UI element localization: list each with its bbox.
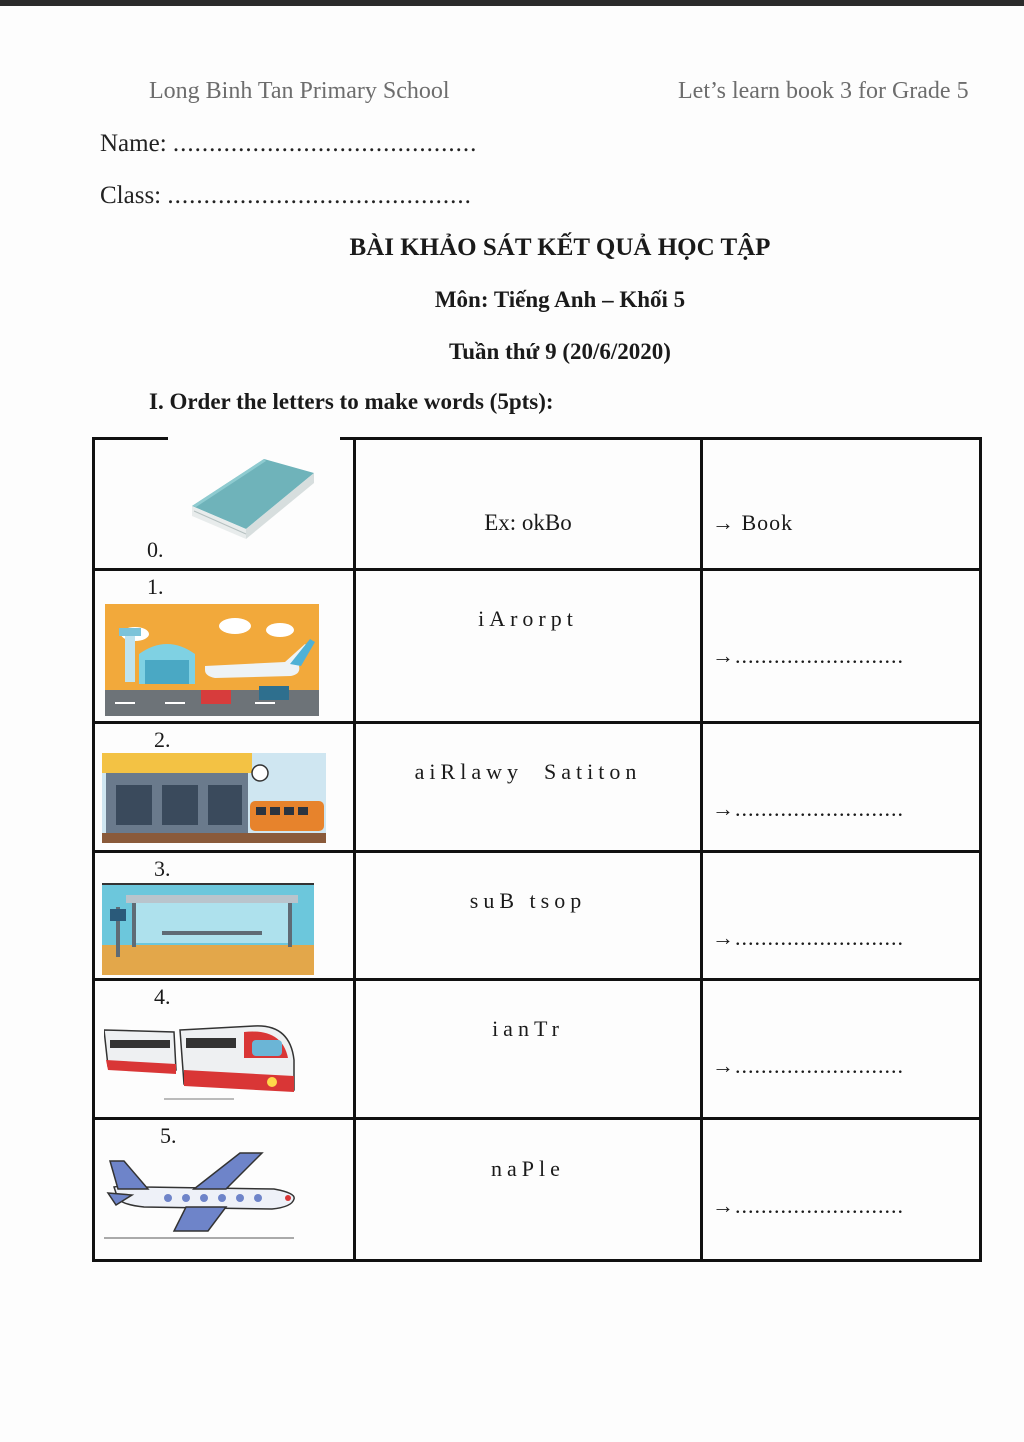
row-number: 5. — [160, 1123, 177, 1148]
name-label: Name: — [100, 130, 167, 157]
scrambled-word: suB tsop — [469, 888, 587, 913]
scrambled-word: iArorpt — [478, 606, 578, 631]
subject-title: Môn: Tiếng Anh – Khối 5 — [434, 287, 686, 312]
section-heading: I. Order the letters to make words (5pts): — [149, 389, 554, 414]
answer-field[interactable]: →.......................... — [712, 925, 904, 950]
train-icon — [104, 1010, 304, 1110]
scrambled-word: aiRlawy Satiton — [414, 759, 642, 784]
class-dots: .......................................... — [167, 182, 472, 209]
plane-icon — [104, 1149, 304, 1241]
railway-station-icon — [102, 753, 326, 843]
row-number: 1. — [147, 574, 164, 599]
survey-title: BÀI KHẢO SÁT KẾT QUẢ HỌC TẬP — [349, 234, 771, 261]
airport-icon — [105, 604, 319, 716]
scrambled-word: Ex: okBo — [484, 510, 572, 535]
class-label: Class: — [100, 182, 162, 209]
exercise-table — [92, 437, 982, 1262]
answer-field[interactable]: →.......................... — [712, 1193, 904, 1218]
book-name: Let’s learn book 3 for Grade 5 — [678, 78, 969, 104]
school-name: Long Binh Tan Primary School — [149, 78, 450, 104]
answer-field[interactable]: →.......................... — [712, 643, 904, 668]
name-field[interactable] — [100, 130, 477, 158]
row-number: 3. — [154, 856, 171, 881]
scrambled-word: naPle — [491, 1156, 565, 1181]
answer-field[interactable]: →.......................... — [712, 796, 904, 821]
scrambled-word: ianTr — [492, 1016, 564, 1041]
row-number: 2. — [154, 727, 171, 752]
name-dots: .......................................... — [172, 130, 478, 157]
top-edge-bar — [0, 0, 1024, 6]
book-icon — [184, 451, 319, 541]
answer-field[interactable]: →.......................... — [712, 1053, 904, 1078]
week-title: Tuần thứ 9 (20/6/2020) — [449, 339, 671, 364]
answer-field[interactable]: → Book — [712, 510, 794, 535]
bus-stop-icon — [102, 883, 314, 975]
row-number: 0. — [147, 537, 164, 562]
row-number: 4. — [154, 984, 171, 1009]
class-field[interactable] — [100, 182, 472, 210]
